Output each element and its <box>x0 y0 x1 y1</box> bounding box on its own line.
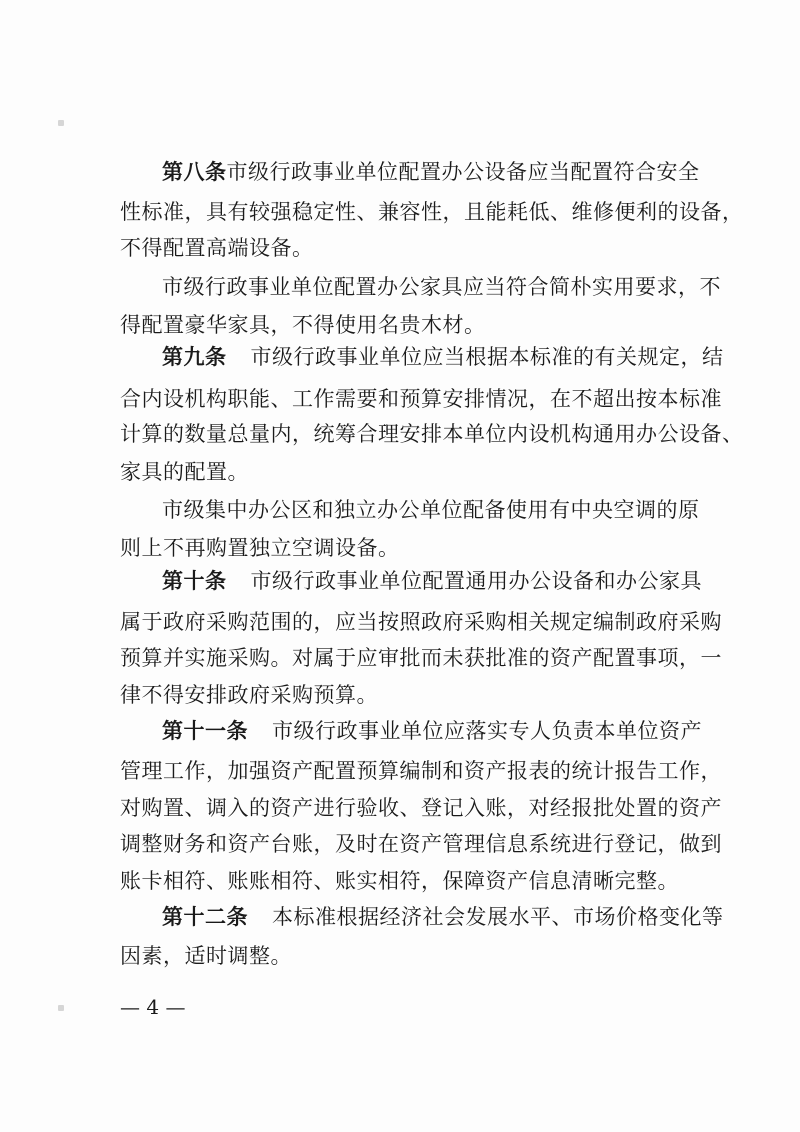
article-11-heading: 第十一条 <box>162 718 248 743</box>
article-8-para-2-line-2: 得配置豪华家具，不得使用名贵木材。 <box>120 313 486 337</box>
article-11-line-3: 对购置、调入的资产进行验收、登记入账，对经报批处置的资产 <box>120 796 722 820</box>
article-9-line-3: 计算的数量总量内，统筹合理安排本单位内设机构通用办公设备、 <box>120 422 744 446</box>
article-11-line-2: 管理工作，加强资产配置预算编制和资产报表的统计报告工作， <box>120 759 722 783</box>
article-10-line-2: 属于政府采购范围的，应当按照政府采购相关规定编制政府采购 <box>120 610 722 634</box>
article-11-line-5: 账卡相符、账账相符、账实相符，保障资产信息清晰完整。 <box>120 869 679 893</box>
article-10-line-4: 律不得安排政府采购预算。 <box>120 683 378 707</box>
article-8-line-3: 不得配置高端设备。 <box>120 236 314 260</box>
page-number: — 4 — <box>120 995 186 1019</box>
article-8-line-2: 性标准，具有较强稳定性、兼容性，且能耗低、维修便利的设备， <box>120 200 744 224</box>
article-12-line-2: 因素，适时调整。 <box>120 944 292 968</box>
article-9-para-2-line-2: 则上不再购置独立空调设备。 <box>120 536 400 560</box>
article-12-line-1 <box>162 902 724 932</box>
article-9-line-1 <box>162 342 724 372</box>
article-8-text: 市级行政事业单位配置办公设备应当配置符合安全 <box>226 160 700 184</box>
article-11-line-1 <box>162 716 702 746</box>
article-10-heading: 第十条 <box>162 568 227 593</box>
article-11-text: 市级行政事业单位应落实专人负责本单位资产 <box>272 719 702 743</box>
article-10-text: 市级行政事业单位配置通用办公设备和办公家具 <box>250 569 702 593</box>
article-9-line-4: 家具的配置。 <box>120 460 249 484</box>
article-10-line-1 <box>162 566 702 596</box>
article-12-text: 本标准根据经济社会发展水平、市场价格变化等 <box>272 905 724 929</box>
article-12-heading: 第十二条 <box>162 904 248 929</box>
article-8-line-1 <box>162 157 700 187</box>
article-10-line-3: 预算并实施采购。对属于应审批而未获批准的资产配置事项，一 <box>120 646 722 670</box>
scan-mark-top <box>58 120 64 126</box>
article-9-text: 市级行政事业单位应当根据本标准的有关规定，结 <box>250 345 724 369</box>
article-11-line-4: 调整财务和资产台账，及时在资产管理信息系统进行登记，做到 <box>120 832 722 856</box>
article-8-para-2-line-1: 市级行政事业单位配置办公家具应当符合简朴实用要求，不 <box>162 275 721 299</box>
scan-mark-bottom <box>58 1005 64 1011</box>
article-8-heading: 第八条 <box>162 159 227 184</box>
article-9-para-2-line-1: 市级集中办公区和独立办公单位配备使用有中央空调的原 <box>162 498 700 522</box>
article-9-line-2: 合内设机构职能、工作需要和预算安排情况，在不超出按本标准 <box>120 387 722 411</box>
article-9-heading: 第九条 <box>162 344 227 369</box>
